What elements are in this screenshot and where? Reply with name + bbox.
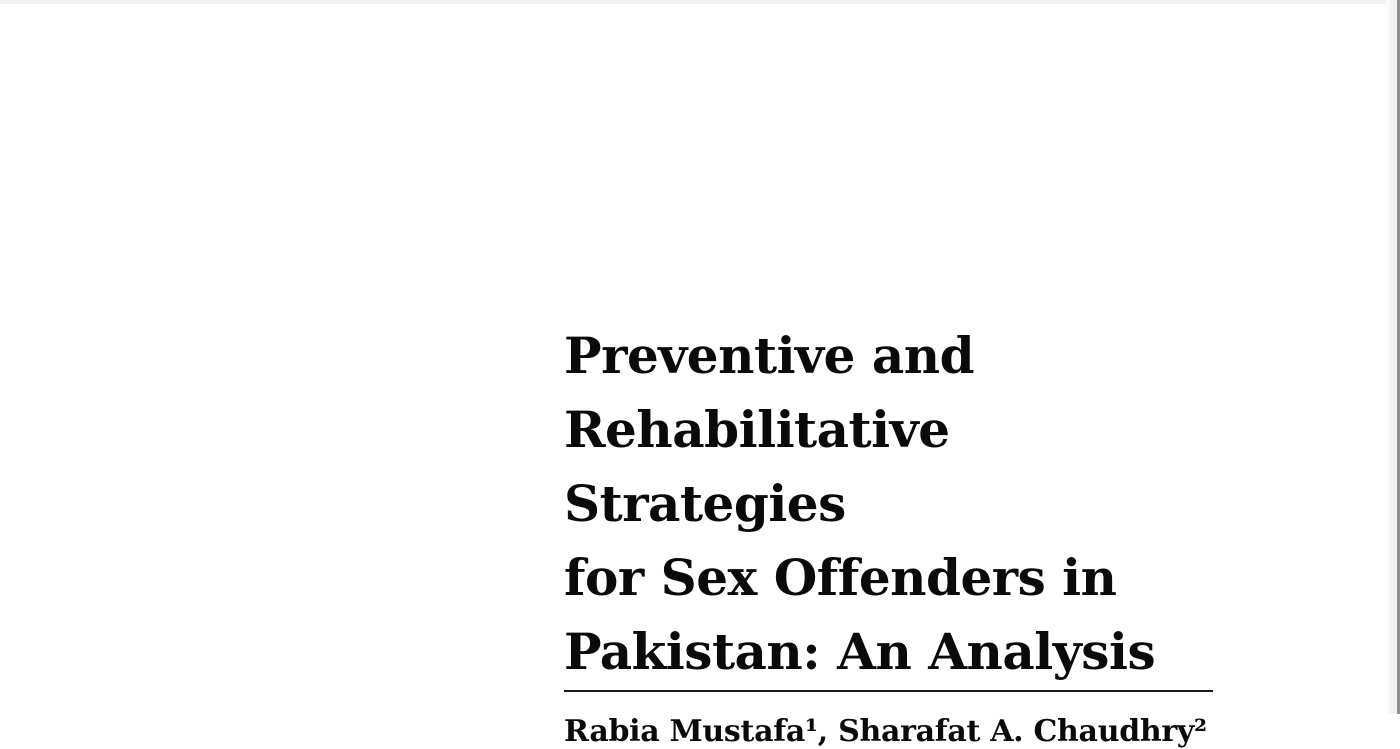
window-top-edge — [0, 0, 1400, 4]
title-divider — [564, 690, 1213, 692]
paper-title-block — [564, 319, 1213, 749]
scrollbar-track — [1386, 0, 1397, 714]
paper-title-line: Preventive and — [564, 326, 975, 385]
paper-authors: Rabia Mustafa¹, Sharafat A. Chaudhry² — [564, 714, 1207, 749]
paper-title — [564, 319, 1213, 689]
paper-title-line: Rehabilitative Strategies — [564, 400, 950, 533]
paper-title-line: Pakistan: An Analysis — [564, 622, 1156, 681]
paper-title-line: for Sex Offenders in — [564, 548, 1117, 607]
